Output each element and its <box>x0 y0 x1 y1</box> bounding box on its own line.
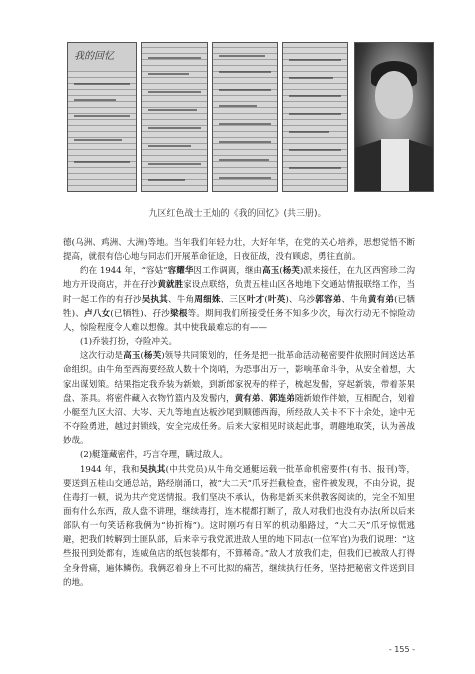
bold-name: 黄有弟 <box>367 294 395 305</box>
text-run: 等。期间我们所接受任务不知多少次，每次行动无不惊险动人，惊险程度令人难以想像。其中使我最难忘的有—— <box>63 308 415 333</box>
notebook-cover-photo <box>67 42 137 192</box>
notebook-page-photo-1 <box>141 42 208 192</box>
text-run: )、乌沙 <box>285 294 316 305</box>
bold-name: 容耀华 <box>167 266 194 277</box>
text-run: ( <box>140 351 144 362</box>
text-run: 因工作调离，继由 <box>193 266 263 277</box>
bold-name: 叶才 <box>246 294 265 305</box>
text-run: ( <box>279 266 283 277</box>
text-run: 、牛角 <box>168 294 195 305</box>
text-run: 、牛角 <box>341 294 368 305</box>
notebook-page-photo-3 <box>282 42 348 192</box>
text-run: 这次行动是 <box>80 351 124 362</box>
bold-name: 黄有弟 <box>234 393 261 404</box>
body-text <box>63 236 415 590</box>
text-run: (已牺牲)、孖沙 <box>110 308 171 319</box>
bold-name: 周细姝 <box>194 294 221 305</box>
bold-name: 叶英 <box>267 294 286 305</box>
bold-name: 吴执其 <box>141 294 169 305</box>
paragraph <box>63 463 415 590</box>
text-run: 1944 年，我和 <box>80 464 140 475</box>
text-run: (1)乔装打扮，夺险冲关。 <box>80 337 178 348</box>
page-number: - 155 - <box>388 645 415 654</box>
text-run: 家设点联络，负责五桂山区各地地下交通站情报联络工作，当时一起工作的有孖沙 <box>63 280 415 305</box>
section-heading <box>63 448 415 462</box>
bold-name: 梁根 <box>170 308 188 319</box>
bold-name: 杨芙 <box>282 266 300 277</box>
text-run: (中共党员)从牛角交通艇运载一批革命机密要件(有书、报刊)等，要送到五桂山交通总站，路经崩涌口，被“大二天”爪牙拦截检查，密件被发现，不由分说，捉住毒打一顿，说为共产党送情报。我们坚决不承认，伪称是新买来供教客阅读的，完全不知里面有什么东西，敌人盘不讲理，继续毒打，连木棍都打断了，敌人对我们也没有办法(所以后来部队有一句笑话称我俩为“协折梅”)。这时刚巧有日军的机动船路过，“大二天”爪牙惊慌逃避，把我们转解到士匪队部，后来幸亏我党派进敌人里的地下同志(一位军官)为我们说理：“这些报刊到处都有，连威鱼店的纸包装都有，不算稀奇。”敌人才放我们走，但我们已被敌人打得全身骨痛，遍体鳞伤。我俩忍着身上不可比拟的痛苦，继续执行任务，坚持把秘密文件送到目的地。 <box>63 464 415 588</box>
text-run: 、三区 <box>220 294 247 305</box>
section-heading <box>63 335 415 349</box>
paragraph <box>63 264 415 335</box>
paragraph <box>63 349 415 448</box>
text-run: 、 <box>260 393 270 404</box>
paragraph <box>63 236 415 264</box>
text-run: 德(乌洲、鸡洲、大洲)等地。当年我们年轻力壮，大好年华，在党的关心培养，思想觉悟不断提高，就很有信心地与同志们开展革命征途，日夜征战，没有顾虑，勇往直前。 <box>63 238 415 263</box>
bold-name: 郭连弟 <box>269 393 295 404</box>
text-run: 随新娘作伴娘，互相配合，划着小艇至九区大沼、大岑、天九等地直达板沙尾到顺德西海，所经敌人关卡不下十余处，途中无不夺险勇进，越过封锁线，安全完成任务。后来大家相见时谈起此事，谓趣地取笑，认为善战妙哉。 <box>63 393 415 447</box>
text-run: )派来接任，在九区西窖珍二沟地方开设商店，并在孖沙 <box>63 266 415 291</box>
bold-name: 杨芙 <box>143 351 162 362</box>
text-run: 约在 1944 年，“容姑” <box>80 266 168 277</box>
text-run: ( <box>264 294 268 305</box>
bold-name: 高玉 <box>262 266 280 277</box>
notebook-cover-title: 我的回忆 <box>74 51 114 62</box>
bold-name: 郭容弟 <box>315 294 342 305</box>
bold-name: 卢八女 <box>84 308 111 319</box>
figure-caption: 九区红色战士王灿的《我的回忆》(共三册)。 <box>148 209 327 219</box>
bold-name: 黄就胜 <box>157 280 184 291</box>
notebook-page-photo-2 <box>212 42 278 192</box>
portrait-photo <box>354 42 434 192</box>
bold-name: 吴执其 <box>139 464 166 475</box>
text-run: (已牺牲)、 <box>63 294 415 319</box>
bold-name: 高玉 <box>123 351 141 362</box>
text-run: (2)艇篷藏密件，巧言夺理，瞒过敌人。 <box>80 450 229 461</box>
text-run: )领导共同策划的，任务是把一批革命活动秘密要件依照时间送达革命组织。由牛角至西海要经敌人数十个岗哨，为恐事出万一，影响革命斗争，从安全着想，大家出谋划策。结果指定我乔装为新娘，到新郎家祝寿的样子，梳起发髻，穿起新装，带着茶果盘、茶具。将密件藏入衣物竹篮内及发髻内， <box>63 351 415 404</box>
